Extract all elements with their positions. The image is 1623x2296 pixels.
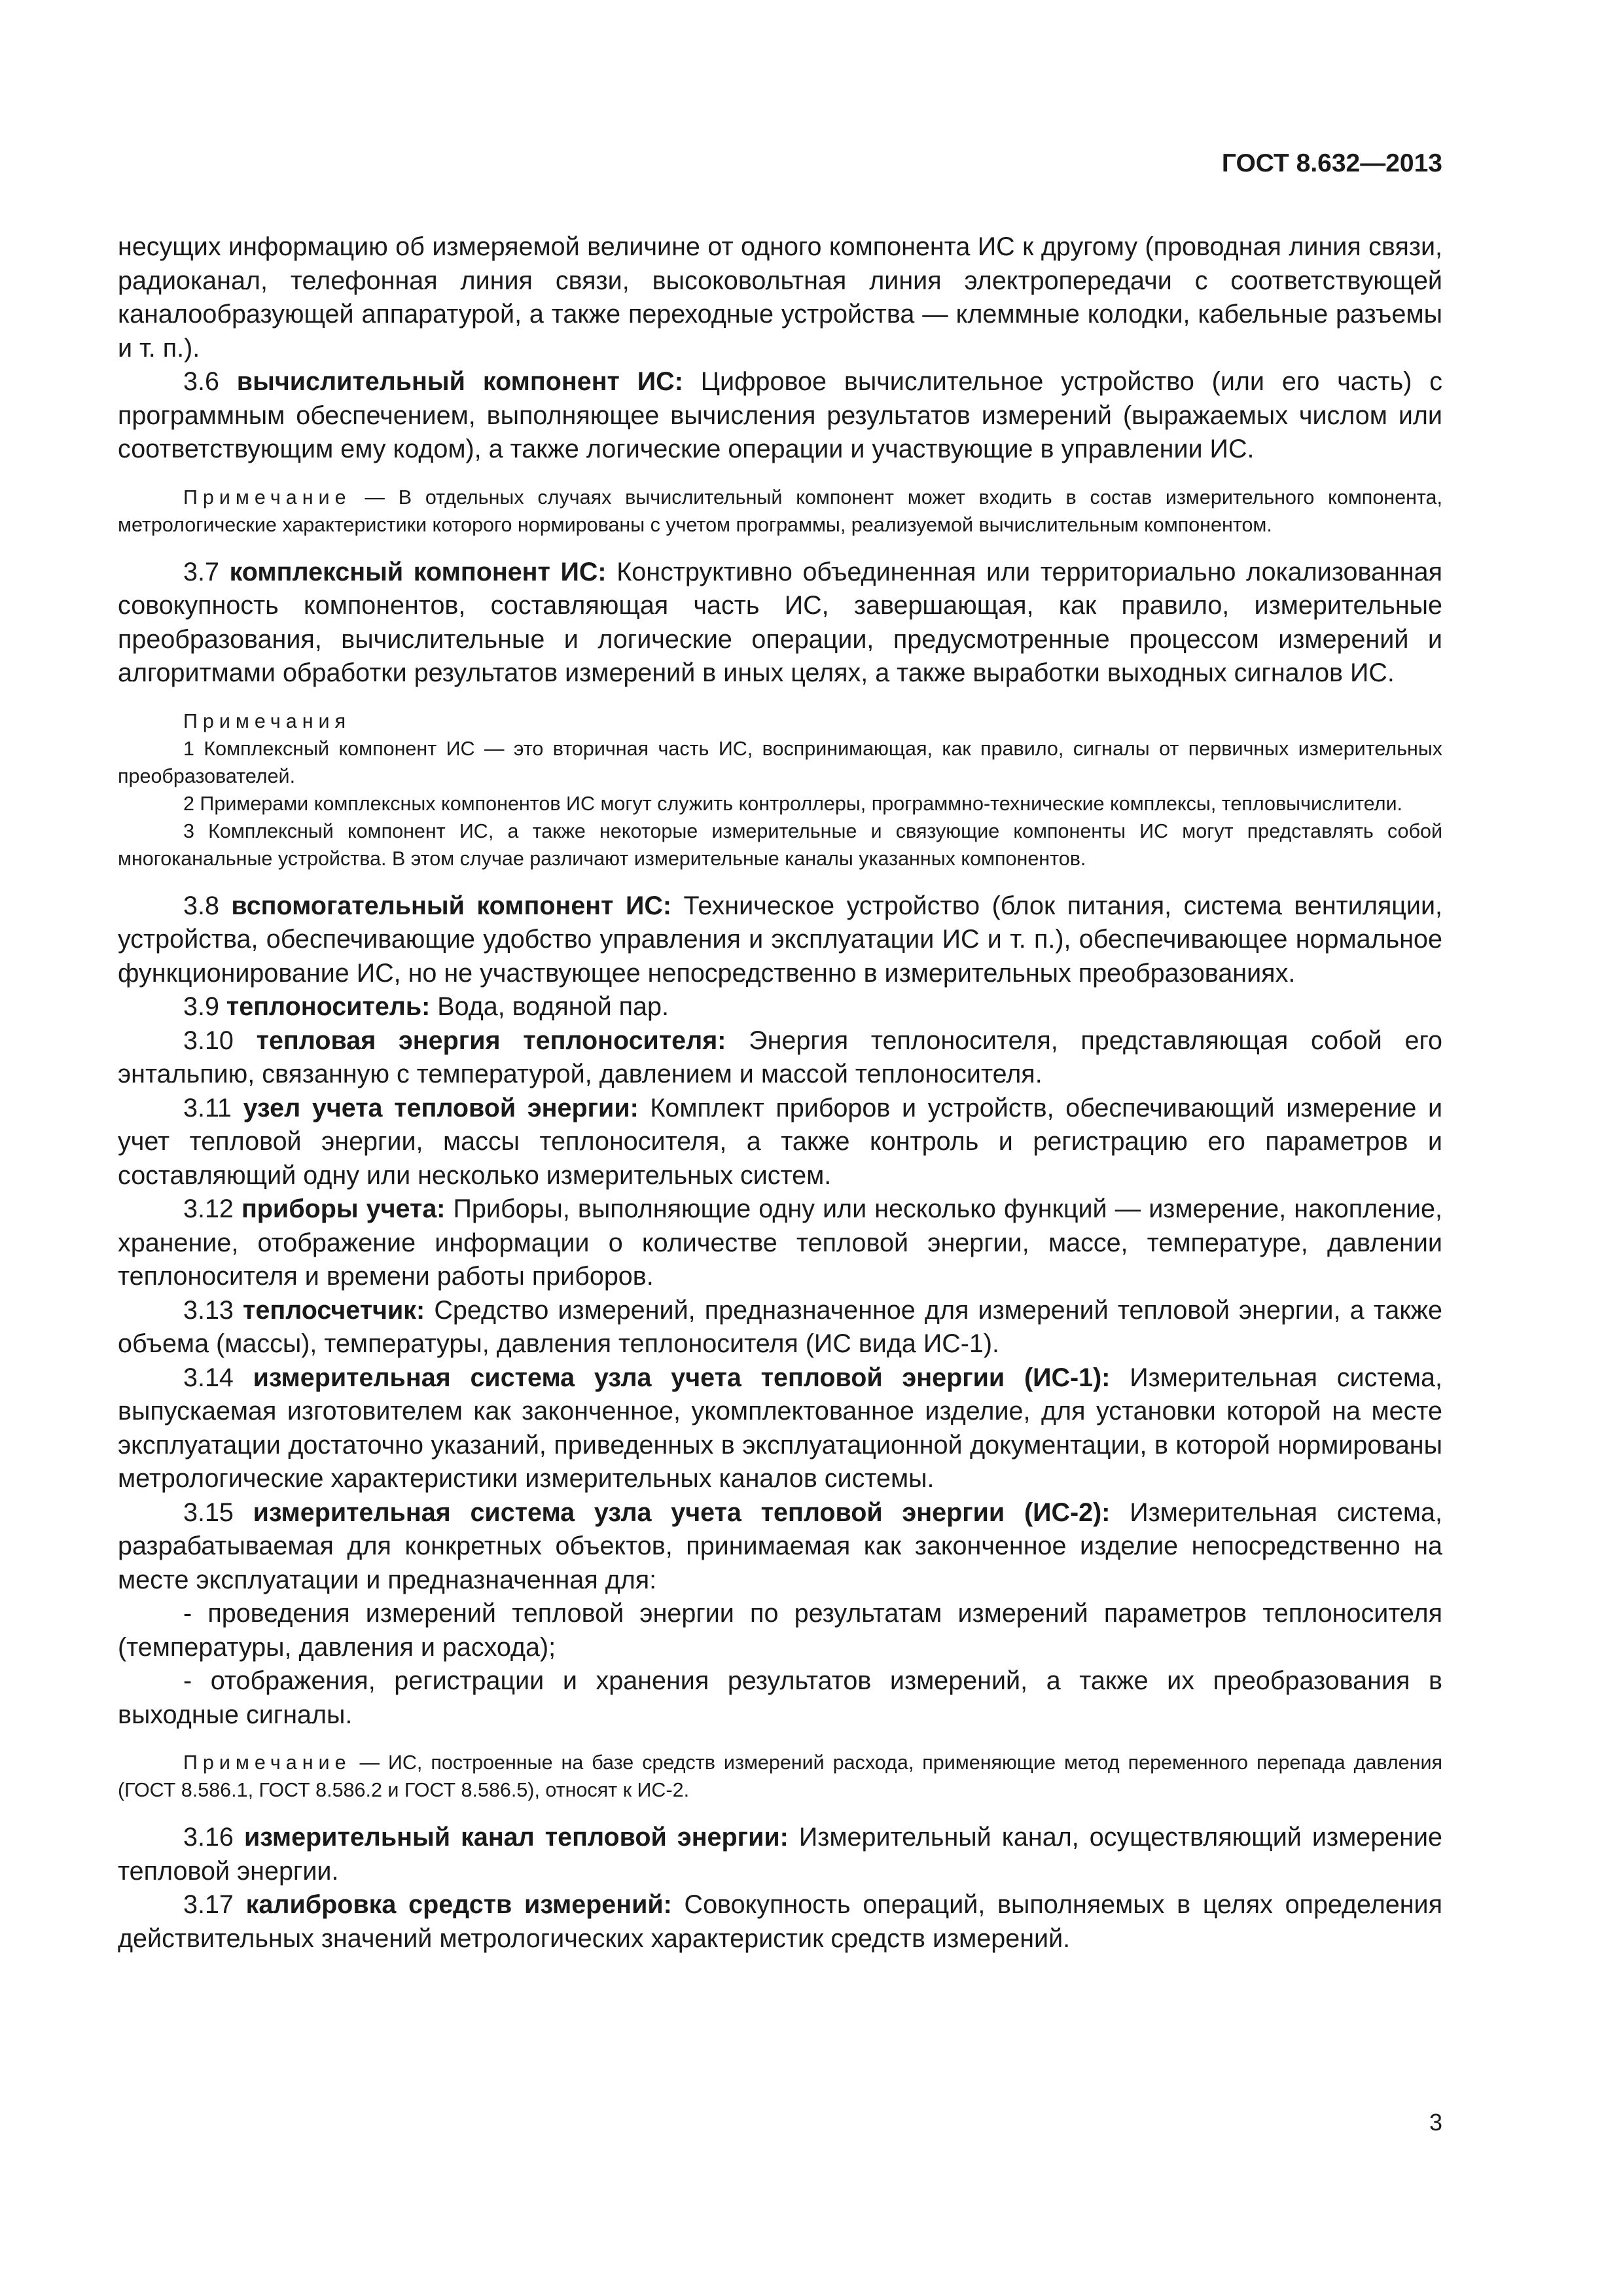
continuation-paragraph: несущих информацию об измеряемой величине от одного компонента ИС к другому (проводная линия связи, радиоканал, телефонная линия связи, высоковольтная линия электропередачи с соответствующей каналообразующей аппаратурой, а также переходные устройства — клеммные колодки, кабельные разъемы и т. п.). [118,232,1442,363]
section-3-12 [118,1193,1442,1294]
section-3-10 [118,1024,1442,1092]
section-3-8 [118,889,1442,991]
list-item: - проведения измерений тепловой энергии по результатам измерений параметров теплоносителя (температуры, давления и расхода); [118,1599,1442,1662]
section-3-17 [118,1888,1442,1956]
section-number: 3.12 [183,1194,241,1223]
term: приборы учета: [241,1194,446,1223]
term: вспомогательный компонент ИС: [231,891,672,920]
definition: Вода, водяной пар. [430,992,669,1021]
section-number: 3.16 [183,1823,244,1852]
section-3-13 [118,1294,1442,1361]
note-item: 3 Комплексный компонент ИС, а также некоторые измерительные и связующие компоненты ИС могут представлять собой многоканальные устройства. В этом случае различают измерительные каналы указанных компонентов. [118,819,1442,870]
section-3-9 [118,990,1442,1024]
definition: Приборы, выполняющие одну или несколько функций — измерение, накопление, хранение, отображение информации о количестве тепловой энергии, массе, температуре, давлении теплоносителя и времени работы приборов. [118,1194,1442,1291]
section-3-16 [118,1821,1442,1888]
definition: Энергия теплоносителя, представляющая собой его энтальпию, связанную с температурой, давлением и массой теплоносителя. [118,1026,1443,1088]
definition: Измерительный канал, осуществляющий измерение тепловой энергии. [118,1823,1442,1886]
document-page [118,0,1442,2296]
definition: Техническое устройство (блок питания, система вентиляции, устройства, обеспечивающие удобство управления и эксплуатации ИС и т. п.), обеспечивающее нормальное функционирование ИС, но не участвующее непосредственно в измерительных преобразованиях. [118,891,1442,988]
definition: Средство измерений, предназначенное для измерений тепловой энергии, а также объема (массы), температуры, давления теплоносителя (ИС вида ИС-1). [118,1295,1442,1358]
section-3-14 [118,1361,1442,1496]
note-3-6 [118,484,1442,539]
term: вычислительный компонент ИС: [236,367,683,396]
term: измерительная система узла учета тепловой энергии (ИС-2): [253,1498,1111,1527]
note-item: 2 Примерами комплексных компонентов ИС могут служить контроллеры, программно-технические комплексы, тепловычислители. [183,792,1403,815]
definition: Цифровое вычислительное устройство (или его часть) с программным обеспечением, выполняющее вычисления результатов измерений (выражаемых числом или соответствующим ему кодом), а также логические операции и участвующие в управлении ИС. [118,367,1442,463]
section-3-7 [118,556,1442,691]
section-number: 3.8 [183,891,232,920]
notes-3-7 [118,708,1442,872]
section-number: 3.9 [183,992,226,1021]
section-3-15 [118,1496,1442,1598]
term: теплосчетчик: [243,1295,425,1325]
section-number: 3.11 [183,1093,243,1122]
note-3-15 [118,1749,1442,1804]
section-number: 3.14 [183,1363,253,1392]
section-number: 3.6 [183,367,237,396]
section-number: 3.17 [183,1890,246,1919]
definition: Комплект приборов и устройств, обеспечивающий измерение и учет тепловой энергии, массы теплоносителя, а также контроль и регистрацию его параметров и составляющий одну или несколько измерительных систем. [118,1093,1443,1190]
notes-label: Примечания [183,709,351,732]
section-number: 3.13 [183,1295,243,1325]
term: комплексный компонент ИС: [229,557,607,586]
note-item: 1 Комплексный компонент ИС — это вторичная часть ИС, воспринимающая, как правило, сигналы от первичных измерительных преобразователей. [118,737,1442,787]
term: калибровка средств измерений: [245,1890,672,1919]
definition: Измерительная система, выпускаемая изготовителем как законченное, укомплектованное изделие, для установки которой на месте эксплуатации достаточно указаний, приведенных в эксплуатационной документации, в которой нормированы метрологические характеристики измерительных каналов системы. [118,1363,1442,1493]
definition: Совокупность операций, выполняемых в целях определения действительных значений метрологических характеристик средств измерений. [118,1890,1442,1953]
note-label: Примечание [183,1751,351,1774]
page-number: 3 [1429,2109,1442,2136]
term: измерительный канал тепловой энергии: [243,1823,789,1852]
note-text: — ИС, построенные на базе средств измерений расхода, применяющие метод переменного перепада давления (ГОСТ 8.586.1, ГОСТ 8.586.2 и ГОСТ 8.586.5), относят к ИС-2. [118,1751,1442,1801]
section-3-6 [118,365,1442,467]
note-label: Примечание [183,486,351,509]
list-item: - отображения, регистрации и хранения результатов измерений, а также их преобразования в выходные сигналы. [118,1666,1442,1729]
definition: Конструктивно объединенная или территориально локализованная совокупность компонентов, составляющая часть ИС, завершающая, как правило, измерительные преобразования, вычислительные и логические операции, предусмотренные процессом измерений и алгоритмами обработки результатов измерений в иных целях, а также выработки выходных сигналов ИС. [118,557,1442,687]
section-number: 3.7 [183,557,230,586]
term: узел учета тепловой энергии: [243,1093,639,1122]
section-number: 3.15 [183,1498,253,1527]
note-text: — В отдельных случаях вычислительный компонент может входить в состав измерительного компонента, метрологические характеристики которого нормированы с учетом программы, реализуемой вычислительным компонентом. [118,486,1442,536]
definition: Измерительная система, разрабатываемая для конкретных объектов, принимаемая как законченное изделие непосредственно на месте эксплуатации и предназначенная для: [118,1498,1442,1594]
page-content [118,230,1442,1956]
term: теплоноситель: [226,992,431,1021]
standard-designation: ГОСТ 8.632—2013 [1221,149,1442,177]
term: измерительная система узла учета тепловой энергии (ИС-1): [253,1363,1111,1392]
section-3-11 [118,1092,1442,1193]
section-number: 3.10 [183,1026,257,1055]
term: тепловая энергия теплоносителя: [256,1026,726,1055]
